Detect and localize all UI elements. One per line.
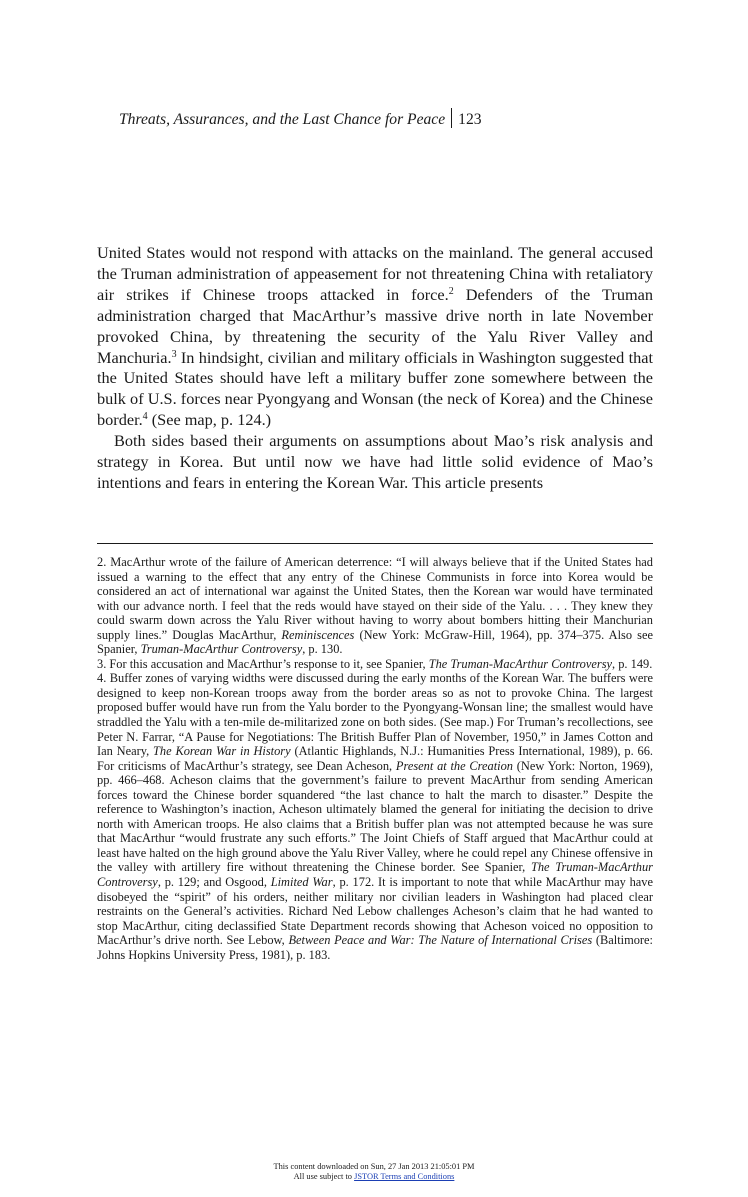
terms-line	[0, 1172, 748, 1182]
footnotes	[97, 555, 653, 962]
footnote-3	[97, 657, 653, 672]
footnote-text: , p. 172. It is important to note that while MacArthur may have disobeyed the “spirit” of his orders, neither military nor civilian leaders in Washington had placed clear restraints on the General’s activities. Richard Ned Lebow challenges Acheson’s claim that he had wanted to stop MacArthur, citing declassified State Department records showing that Acheson voiced no opposition to MacArthur’s drive north. See Lebow,	[97, 875, 653, 948]
body-text-run: United States would not respond with attacks on the mainland. The general accused the Truman administration of appeasement for not threatening China with retaliatory air strikes if Chinese troops attacked in force.	[97, 243, 653, 304]
footnote-2	[97, 555, 653, 657]
body-text	[97, 243, 653, 494]
body-text-run: Defenders of the Truman administration charged that MacArthur’s massive drive north in late November provoked China, by threatening the security of the Yalu River Valley and Manchuria.	[97, 284, 653, 367]
footnote-text: (New York: Norton, 1969), pp. 466–468. Acheson claims that the government’s failure to prevent MacArthur from sending American forces toward the Chinese border squandered “the last chance to halt the march to disaster.” Despite the reference to Washington’s inaction, Acheson ultimately blamed the general for initiating the decision to drive north with American troops. He also claims that a British buffer plan was not attempted because he was sure that MacArthur “would frustrate any such efforts.” The Joint Chiefs of Staff argued that MacArthur could at least have halted on the high ground above the Yalu River Valley, where he could repel any Chinese offensive in the valley with artillery fire without threatening the Chinese border. See Spanier,	[97, 758, 654, 875]
footnote-title: Present at the Creation	[395, 758, 513, 773]
terms-prefix: All use subject to	[293, 1172, 355, 1181]
footnote-text: (New York: McGraw-Hill, 1964), pp. 374–375. Also see Spanier,	[97, 627, 653, 657]
jstor-terms-link[interactable]: JSTOR Terms and Conditions	[354, 1172, 455, 1181]
download-notice: This content downloaded on Sun, 27 Jan 2013 21:05:01 PM	[273, 1162, 475, 1171]
footnote-rule	[97, 543, 653, 544]
footnote-ref-4: 4	[142, 411, 148, 423]
body-paragraph-1	[97, 243, 653, 431]
footnote-title: Truman-MacArthur Controversy	[140, 642, 303, 657]
footnote-text: 2. MacArthur wrote of the failure of American deterrence: “I will always believe that if the United States had issued a warning to the effect that any entry of the Chinese Communists in force into Korea would be considered an act of international war against the United States, then the Korean war would have terminated with our advance north. I feel that the reds would have stayed on their side of the Yalu. . . . They knew they could swarm down across the Yalu River without having to worry about bombers hitting their Manchurian supply lines.” Douglas MacArthur,	[97, 555, 653, 642]
running-head-title: Threats, Assurances, and the Last Chance for Peace	[119, 111, 446, 128]
body-text-run: (See map, p. 124.)	[147, 410, 272, 430]
footnote-text: (Atlantic Highlands, N.J.: Humanities Press International, 1989), p. 66. For criticisms of MacArthur’s strategy, see Dean Acheson,	[97, 744, 653, 773]
download-footer	[0, 1162, 748, 1182]
footnote-title: Reminiscences	[281, 627, 355, 642]
footnote-ref-2: 2	[448, 285, 454, 297]
footnote-4	[97, 671, 653, 962]
footnote-title: The Truman-MacArthur Controversy	[97, 860, 653, 890]
footnote-title: The Korean War in History	[153, 744, 291, 759]
footnote-text: , p. 130.	[302, 642, 343, 657]
footnote-title: Limited War	[270, 875, 333, 890]
footnote-ref-3: 3	[171, 348, 177, 360]
body-paragraph-2: Both sides based their arguments on assumptions about Mao’s risk analysis and strategy in Korea. But until now we have had little solid evidence of Mao’s intentions and fears in entering the Korean War. This article presents	[97, 431, 653, 492]
footnote-text: , p. 129; and Osgood,	[157, 875, 271, 890]
footnote-title: The Truman-MacArthur Controversy	[428, 656, 613, 671]
footnote-text: 4. Buffer zones of varying widths were discussed during the early months of the Korean War. The buffers were designed to keep non-Korean troops away from the border areas so as not to provoke China. The largest proposed buffer would have run from the Yalu border to the Pyongyang-Wonsan line; the smallest would have straddled the Yalu with a ten-mile de-militarized zone on both sides. (See map.) For Truman’s recollections, see Peter N. Farrar, “A Pause for Negotiations: The British Buffer Plan of November, 1950,” in James Cotton and Ian Neary,	[97, 671, 653, 759]
footnote-text: , p. 149.	[612, 656, 653, 671]
running-head	[119, 108, 482, 129]
running-head-divider	[451, 108, 452, 128]
page-number: 123	[458, 111, 482, 128]
footnote-title: Between Peace and War: The Nature of International Crises	[288, 933, 593, 948]
footnote-text: (Baltimore: Johns Hopkins University Press, 1981), p. 183.	[97, 933, 653, 962]
footnote-text: 3. For this accusation and MacArthur’s response to it, see Spanier,	[97, 656, 429, 671]
body-text-run: In hindsight, civilian and military officials in Washington suggested that the United States should have left a military buffer zone somewhere between the bulk of U.S. forces near Pyongyang and Wonsan (the neck of Korea) and the Chinese border.	[97, 347, 653, 430]
